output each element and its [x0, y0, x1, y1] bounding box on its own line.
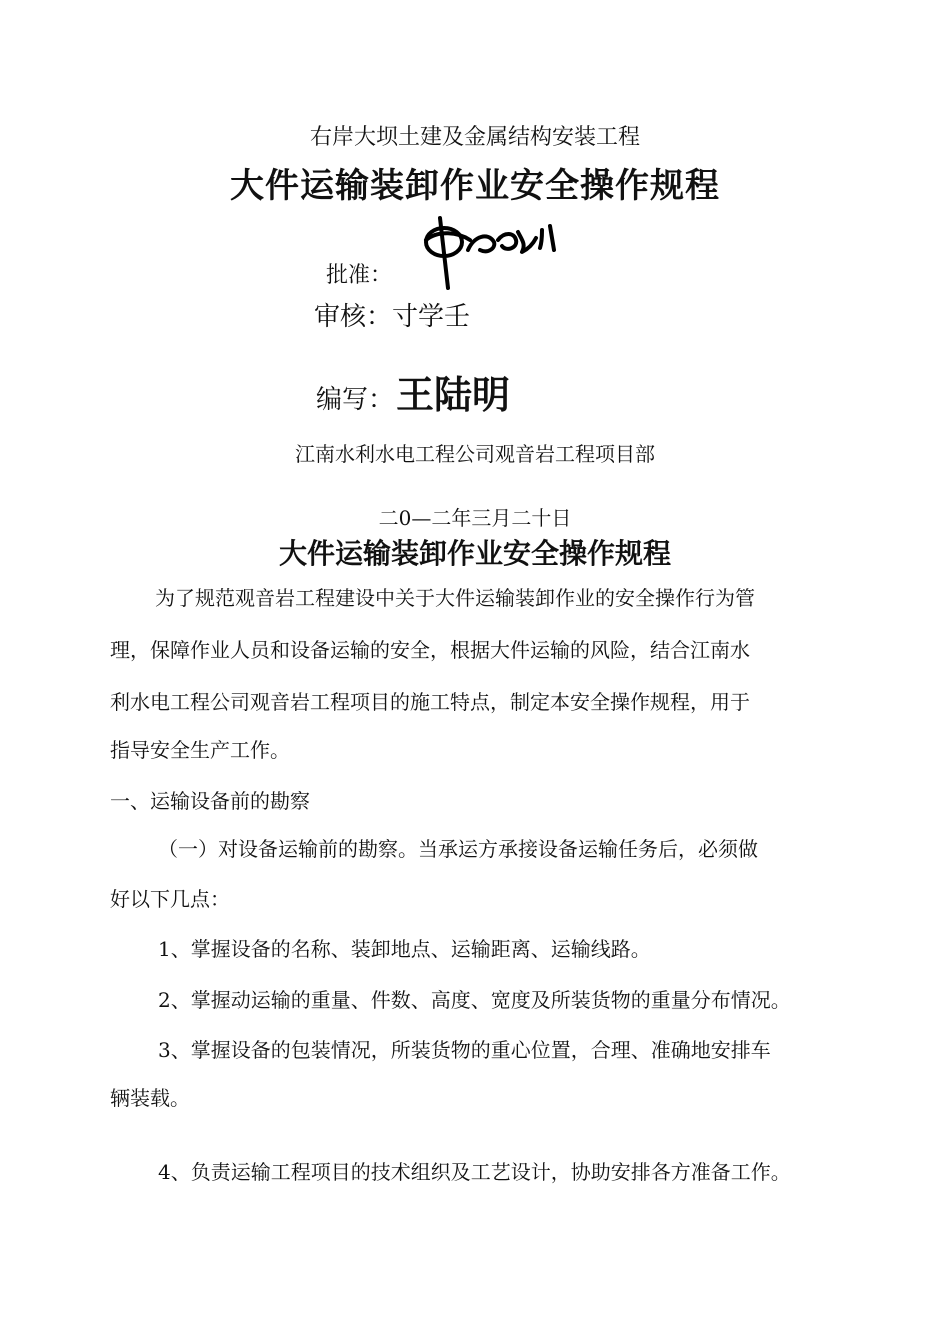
- reviewer-name: 寸学壬: [392, 302, 471, 332]
- approve-label: 批准：: [326, 263, 393, 288]
- list-item: 1、掌握设备的名称、装卸地点、运输距离、运输线路。: [158, 937, 651, 961]
- signature-image: [418, 210, 568, 290]
- paragraph-line: 理，保障作业人员和设备运输的安全，根据大件运输的风险，结合江南水: [110, 638, 750, 662]
- paragraph-line: 指导安全生产工作。: [110, 738, 290, 762]
- review-label: 审核：: [314, 302, 393, 332]
- document-date: 二0—二年三月二十日: [378, 506, 572, 530]
- list-item: 2、掌握动运输的重量、件数、高度、宽度及所装货物的重量分布情况。: [158, 988, 791, 1012]
- paragraph-line: 利水电工程公司观音岩工程项目的施工特点，制定本安全操作规程，用于: [110, 690, 750, 714]
- section-heading: 一、运输设备前的勘察: [110, 789, 310, 813]
- author-name: 王陆明: [396, 373, 511, 417]
- paragraph-line: 为了规范观音岩工程建设中关于大件运输装卸作业的安全操作行为管: [155, 586, 755, 610]
- organization-name: 江南水利水电工程公司观音岩工程项目部: [295, 442, 655, 466]
- author-label: 编写：: [316, 385, 395, 415]
- document-title: 大件运输装卸作业安全操作规程: [230, 166, 720, 206]
- review-line: [314, 296, 470, 333]
- paragraph-line: （一）对设备运输前的勘察。当承运方承接设备运输任务后，必须做: [158, 837, 758, 861]
- paragraph-line: 好以下几点：: [110, 887, 230, 911]
- project-name: 右岸大坝土建及金属结构安装工程: [309, 125, 640, 150]
- list-item: 3、掌握设备的包装情况，所装货物的重心位置，合理、准确地安排车: [158, 1038, 771, 1062]
- paragraph-line: 辆装载。: [110, 1086, 190, 1110]
- list-item: 4、负责运输工程项目的技术组织及工艺设计，协助安排各方准备工作。: [158, 1160, 791, 1184]
- body-title: 大件运输装卸作业安全操作规程: [278, 537, 671, 570]
- author-line: [316, 364, 510, 419]
